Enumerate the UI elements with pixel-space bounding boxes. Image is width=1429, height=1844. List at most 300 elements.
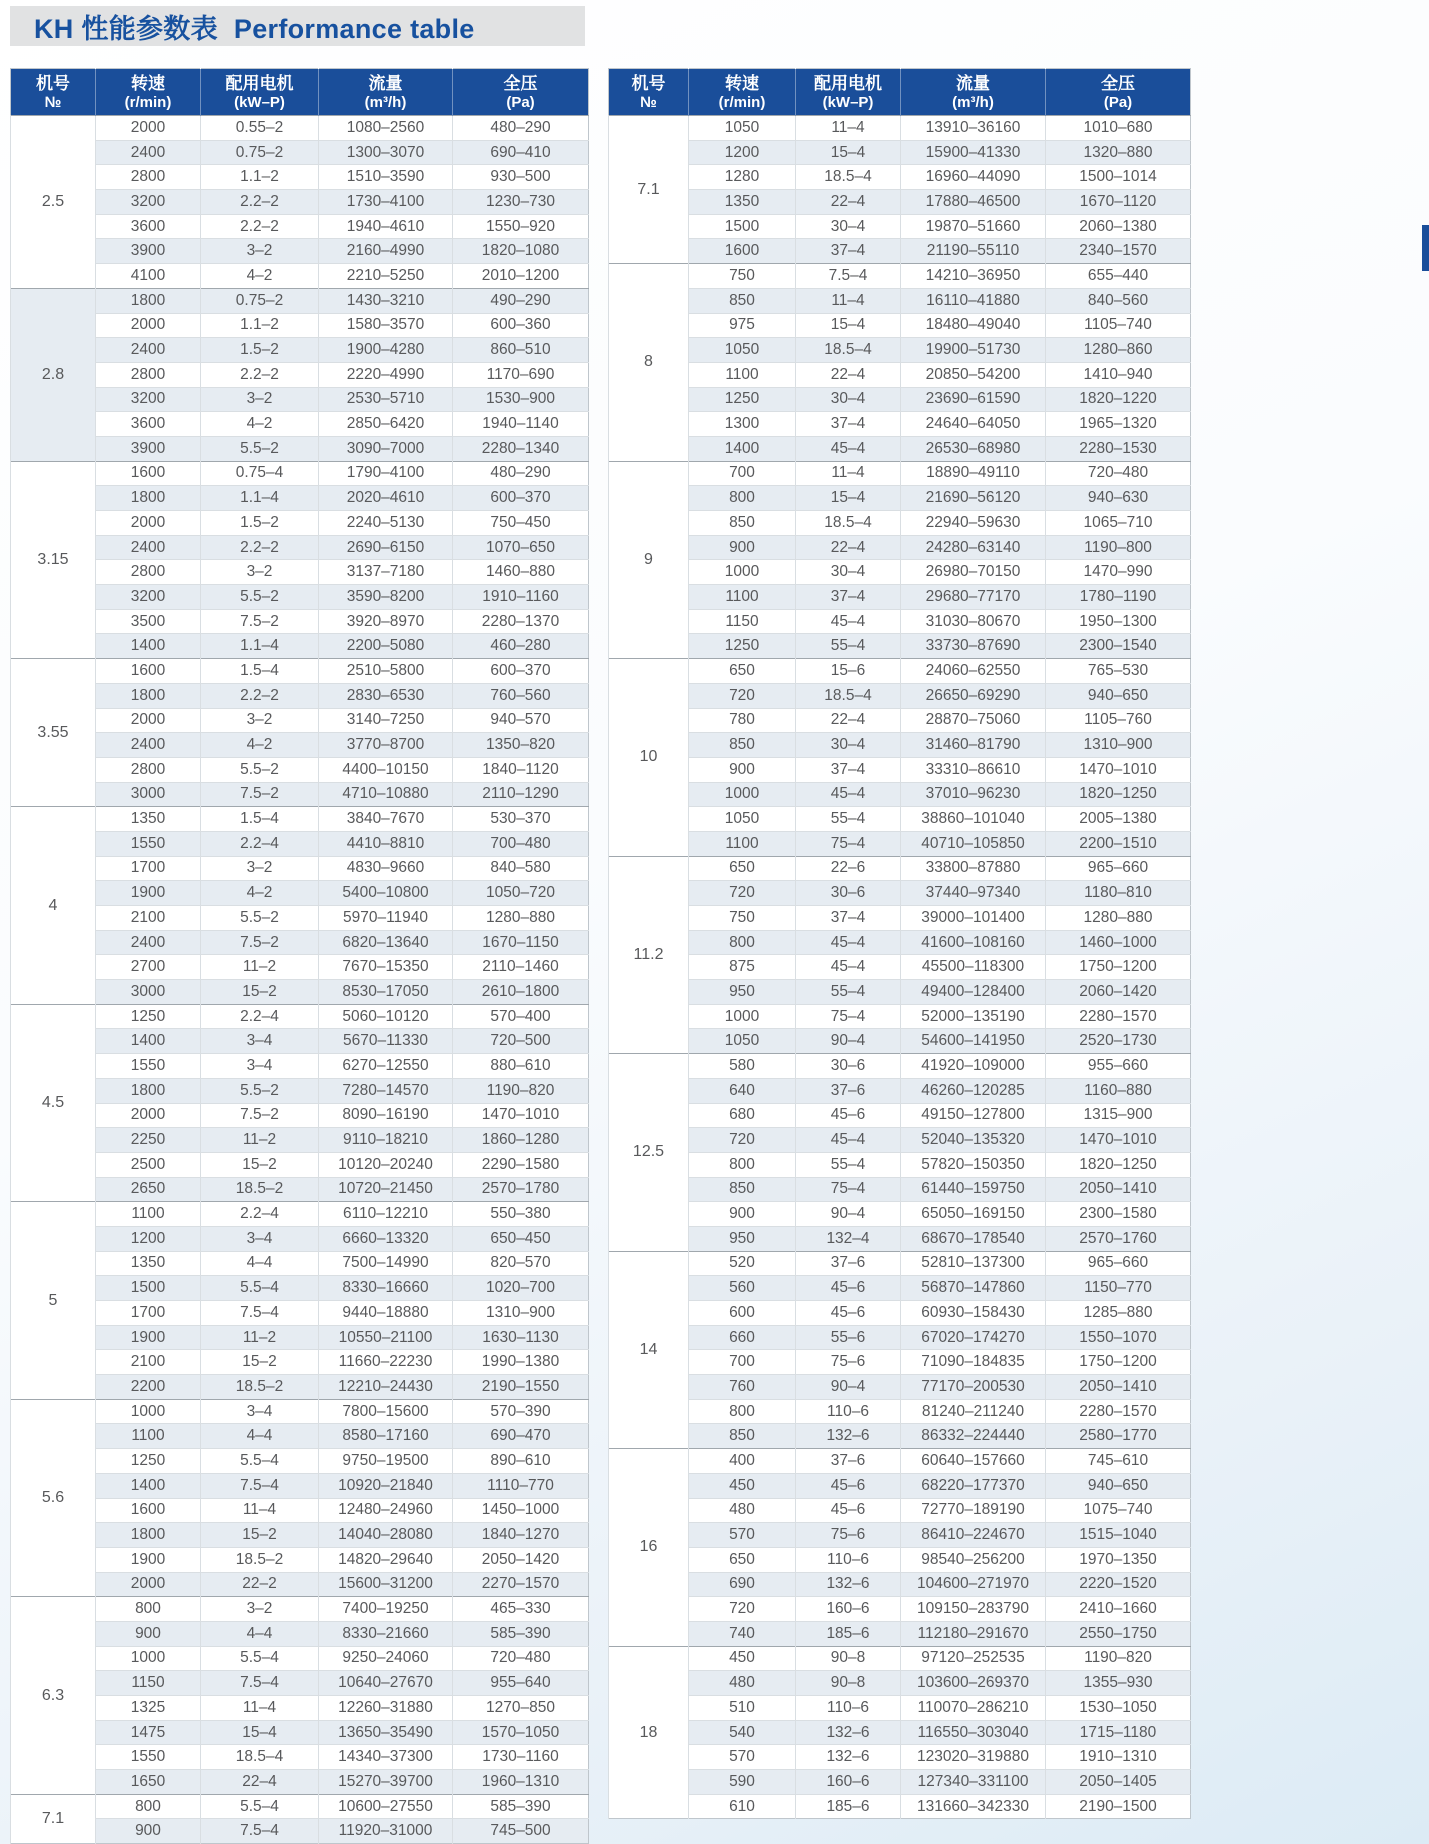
value-cell: 940–570 [453,708,589,733]
value-cell: 18.5–4 [796,511,901,536]
value-cell: 1300 [689,412,796,437]
value-cell: 132–6 [796,1572,901,1597]
value-cell: 22–4 [796,190,901,215]
value-cell: 71090–184835 [901,1350,1046,1375]
value-cell: 97120–252535 [901,1646,1046,1671]
value-cell: 37–6 [796,1449,901,1474]
value-cell: 90–8 [796,1671,901,1696]
value-cell: 52000–135190 [901,1004,1046,1029]
table-row [11,1523,589,1548]
value-cell: 950 [689,1226,796,1251]
value-cell: 18.5–4 [796,165,901,190]
value-cell: 1940–1140 [453,412,589,437]
value-cell: 3–2 [201,856,319,881]
value-cell: 112180–291670 [901,1621,1046,1646]
value-cell: 2.2–2 [201,535,319,560]
value-cell: 720–480 [453,1646,589,1671]
value-cell: 1.5–2 [201,338,319,363]
value-cell: 550–380 [453,1202,589,1227]
value-cell: 3–4 [201,1226,319,1251]
value-cell: 10920–21840 [319,1473,453,1498]
value-cell: 1820–1250 [1046,1152,1191,1177]
value-cell: 109150–283790 [901,1597,1046,1622]
value-cell: 585–390 [453,1621,589,1646]
value-cell: 1475 [96,1720,201,1745]
value-cell: 1550 [96,831,201,856]
model-number-cell: 18 [609,1646,689,1819]
value-cell: 1900 [96,1325,201,1350]
value-cell: 2830–6530 [319,683,453,708]
value-cell: 90–4 [796,1202,901,1227]
value-cell: 5970–11940 [319,906,453,931]
table-row [11,1572,589,1597]
value-cell: 650–450 [453,1226,589,1251]
table-row [609,412,1191,437]
table-row [11,511,589,536]
table-row [11,585,589,610]
value-cell: 116550–303040 [901,1720,1046,1745]
value-cell: 2400 [96,338,201,363]
value-cell: 15–4 [796,486,901,511]
table-row [11,1029,589,1054]
table-row [11,856,589,881]
value-cell: 940–650 [1046,1473,1191,1498]
value-cell: 580 [689,1054,796,1079]
model-number-cell: 16 [609,1449,689,1647]
value-cell: 600–370 [453,486,589,511]
value-cell: 570–400 [453,1004,589,1029]
value-cell: 1600 [96,659,201,684]
value-cell: 1190–820 [453,1078,589,1103]
value-cell: 18.5–4 [201,1745,319,1770]
value-cell: 4400–10150 [319,757,453,782]
table-row [609,1078,1191,1103]
value-cell: 90–8 [796,1646,901,1671]
value-cell: 1.5–2 [201,511,319,536]
value-cell: 5.5–2 [201,757,319,782]
value-cell: 480 [689,1498,796,1523]
value-cell: 1860–1280 [453,1128,589,1153]
value-cell: 1510–3590 [319,165,453,190]
value-cell: 37440–97340 [901,881,1046,906]
value-cell: 8330–21660 [319,1621,453,1646]
value-cell: 3840–7670 [319,807,453,832]
table-row [609,683,1191,708]
value-cell: 2000 [96,1572,201,1597]
table-row [609,461,1191,486]
value-cell: 840–580 [453,856,589,881]
value-cell: 30–4 [796,733,901,758]
value-cell: 23690–61590 [901,387,1046,412]
value-cell: 68220–177370 [901,1473,1046,1498]
value-cell: 1990–1380 [453,1350,589,1375]
value-cell: 60930–158430 [901,1301,1046,1326]
value-cell: 1000 [96,1399,201,1424]
table-row [11,1078,589,1103]
value-cell: 940–630 [1046,486,1191,511]
table-row [609,1301,1191,1326]
model-number-cell: 5.6 [11,1399,96,1597]
value-cell: 1160–880 [1046,1078,1191,1103]
value-cell: 9110–18210 [319,1128,453,1153]
value-cell: 33800–87880 [901,856,1046,881]
value-cell: 4–2 [201,412,319,437]
table-row [11,782,589,807]
value-cell: 1100 [96,1202,201,1227]
value-cell: 24640–64050 [901,412,1046,437]
value-cell: 2280–1530 [1046,436,1191,461]
value-cell: 1050 [689,1029,796,1054]
value-cell: 1310–900 [453,1301,589,1326]
value-cell: 1280–860 [1046,338,1191,363]
table-row [11,1152,589,1177]
value-cell: 5060–10120 [319,1004,453,1029]
value-cell: 77170–200530 [901,1375,1046,1400]
value-cell: 1820–1220 [1046,387,1191,412]
value-cell: 15–4 [201,1720,319,1745]
value-cell: 1000 [689,1004,796,1029]
value-cell: 41920–109000 [901,1054,1046,1079]
column-header: 转速 (r/min) [689,69,796,116]
value-cell: 60640–157660 [901,1449,1046,1474]
table-row [11,436,589,461]
value-cell: 18.5–2 [201,1375,319,1400]
value-cell: 7800–15600 [319,1399,453,1424]
value-cell: 1940–4610 [319,214,453,239]
value-cell: 700–480 [453,831,589,856]
value-cell: 14210–36950 [901,264,1046,289]
value-cell: 17880–46500 [901,190,1046,215]
value-cell: 1580–3570 [319,313,453,338]
column-header: 配用电机 (kW–P) [201,69,319,116]
value-cell: 460–280 [453,634,589,659]
column-header: 机号 № [11,69,96,116]
value-cell: 650 [689,1547,796,1572]
table-row [11,881,589,906]
table-row [11,214,589,239]
table-row [609,881,1191,906]
table-row [11,140,589,165]
value-cell: 1820–1250 [1046,782,1191,807]
value-cell: 18.5–2 [201,1177,319,1202]
value-cell: 480 [689,1671,796,1696]
value-cell: 90–4 [796,1375,901,1400]
value-cell: 5400–10800 [319,881,453,906]
value-cell: 1200 [689,140,796,165]
value-cell: 930–500 [453,165,589,190]
value-cell: 14820–29640 [319,1547,453,1572]
table-row [11,362,589,387]
value-cell: 22–4 [201,1770,319,1795]
value-cell: 123020–319880 [901,1745,1046,1770]
table-row [609,1054,1191,1079]
value-cell: 1280 [689,165,796,190]
value-cell: 900 [689,757,796,782]
model-number-cell: 11.2 [609,856,689,1054]
value-cell: 1970–1350 [1046,1547,1191,1572]
value-cell: 1730–4100 [319,190,453,215]
value-cell: 650 [689,659,796,684]
value-cell: 450 [689,1473,796,1498]
value-cell: 55–6 [796,1325,901,1350]
table-row [609,1424,1191,1449]
model-number-cell: 5 [11,1202,96,1400]
table-row [11,807,589,832]
value-cell: 1730–1160 [453,1745,589,1770]
value-cell: 3200 [96,190,201,215]
value-cell: 660 [689,1325,796,1350]
value-cell: 2000 [96,116,201,141]
value-cell: 610 [689,1794,796,1819]
value-cell: 127340–331100 [901,1770,1046,1795]
table-row [11,1226,589,1251]
value-cell: 8330–16660 [319,1276,453,1301]
table-row [11,1770,589,1795]
value-cell: 3–4 [201,1029,319,1054]
table-row [11,708,589,733]
table-row [609,387,1191,412]
value-cell: 30–4 [796,387,901,412]
table-row [609,1547,1191,1572]
value-cell: 2280–1570 [1046,1399,1191,1424]
value-cell: 1650 [96,1770,201,1795]
value-cell: 45–6 [796,1473,901,1498]
table-row [609,1696,1191,1721]
value-cell: 720 [689,1128,796,1153]
value-cell: 745–500 [453,1819,589,1844]
value-cell: 1960–1310 [453,1770,589,1795]
value-cell: 33310–86610 [901,757,1046,782]
value-cell: 3–2 [201,708,319,733]
value-cell: 15270–39700 [319,1770,453,1795]
table-row [609,190,1191,215]
value-cell: 3–4 [201,1399,319,1424]
value-cell: 5.5–2 [201,585,319,610]
table-row [11,1325,589,1350]
value-cell: 104600–271970 [901,1572,1046,1597]
table-row [609,140,1191,165]
value-cell: 3090–7000 [319,436,453,461]
model-number-cell: 2.5 [11,116,96,289]
value-cell: 900 [96,1621,201,1646]
value-cell: 1100 [689,831,796,856]
value-cell: 1715–1180 [1046,1720,1191,1745]
value-cell: 1900 [96,1547,201,1572]
value-cell: 2100 [96,906,201,931]
table-row [11,1646,589,1671]
value-cell: 72770–189190 [901,1498,1046,1523]
value-cell: 720 [689,881,796,906]
table-row [11,1671,589,1696]
value-cell: 13910–36160 [901,116,1046,141]
model-number-cell: 3.15 [11,461,96,659]
value-cell: 12260–31880 [319,1696,453,1721]
value-cell: 2280–1570 [1046,1004,1191,1029]
value-cell: 2200 [96,1375,201,1400]
table-row [11,1794,589,1819]
value-cell: 2570–1760 [1046,1226,1191,1251]
value-cell: 2050–1405 [1046,1770,1191,1795]
value-cell: 2690–6150 [319,535,453,560]
value-cell: 1200 [96,1226,201,1251]
table-row [609,1523,1191,1548]
value-cell: 600 [689,1301,796,1326]
value-cell: 12210–24430 [319,1375,453,1400]
value-cell: 22–4 [796,362,901,387]
value-cell: 9440–18880 [319,1301,453,1326]
value-cell: 1250 [689,387,796,412]
value-cell: 1070–650 [453,535,589,560]
value-cell: 530–370 [453,807,589,832]
value-cell: 800 [689,486,796,511]
table-row [609,757,1191,782]
value-cell: 1550 [96,1745,201,1770]
value-cell: 55–4 [796,807,901,832]
table-row [609,955,1191,980]
value-cell: 1570–1050 [453,1720,589,1745]
value-cell: 1230–730 [453,190,589,215]
value-cell: 1400 [689,436,796,461]
value-cell: 45–6 [796,1301,901,1326]
value-cell: 2290–1580 [453,1152,589,1177]
value-cell: 1350 [96,1251,201,1276]
value-cell: 8580–17160 [319,1424,453,1449]
value-cell: 11920–31000 [319,1819,453,1844]
table-row [609,288,1191,313]
value-cell: 520 [689,1251,796,1276]
value-cell: 900 [96,1819,201,1844]
value-cell: 1100 [689,362,796,387]
page-title-bar [10,6,585,46]
table-row [609,338,1191,363]
table-row [11,412,589,437]
value-cell: 765–530 [1046,659,1191,684]
value-cell: 3140–7250 [319,708,453,733]
value-cell: 800 [96,1794,201,1819]
value-cell: 1840–1120 [453,757,589,782]
value-cell: 2400 [96,930,201,955]
table-row [11,980,589,1005]
value-cell: 9750–19500 [319,1449,453,1474]
table-row [609,856,1191,881]
column-header: 流量 (m³/h) [319,69,453,116]
value-cell: 1355–930 [1046,1671,1191,1696]
model-number-cell: 2.8 [11,288,96,461]
page-title-en: Performance table [233,13,475,44]
value-cell: 2410–1660 [1046,1597,1191,1622]
value-cell: 21190–55110 [901,239,1046,264]
value-cell: 2520–1730 [1046,1029,1191,1054]
value-cell: 2510–5800 [319,659,453,684]
value-cell: 2800 [96,165,201,190]
value-cell: 1400 [96,1473,201,1498]
table-row [11,683,589,708]
value-cell: 3900 [96,239,201,264]
table-row [11,1819,589,1844]
value-cell: 132–4 [796,1226,901,1251]
table-row [609,1152,1191,1177]
model-number-cell: 10 [609,659,689,857]
table-row [11,116,589,141]
value-cell: 22–2 [201,1572,319,1597]
value-cell: 2610–1800 [453,980,589,1005]
table-row [609,782,1191,807]
table-row [11,1597,589,1622]
table-row [11,1696,589,1721]
value-cell: 5670–11330 [319,1029,453,1054]
value-cell: 800 [689,1399,796,1424]
table-row [609,239,1191,264]
table-row [11,1251,589,1276]
value-cell: 7.5–2 [201,609,319,634]
value-cell: 510 [689,1696,796,1721]
value-cell: 5.5–2 [201,436,319,461]
value-cell: 1050 [689,338,796,363]
table-row [609,1646,1191,1671]
value-cell: 15600–31200 [319,1572,453,1597]
value-cell: 1270–850 [453,1696,589,1721]
value-cell: 720 [689,683,796,708]
value-cell: 14040–28080 [319,1523,453,1548]
table-row [609,1745,1191,1770]
value-cell: 1700 [96,856,201,881]
value-cell: 2.2–4 [201,831,319,856]
value-cell: 45–6 [796,1498,901,1523]
value-cell: 2010–1200 [453,264,589,289]
value-cell: 37–6 [796,1078,901,1103]
value-cell: 700 [689,461,796,486]
table-row [11,338,589,363]
value-cell: 2.2–4 [201,1202,319,1227]
value-cell: 900 [689,1202,796,1227]
value-cell: 131660–342330 [901,1794,1046,1819]
value-cell: 690–470 [453,1424,589,1449]
value-cell: 1600 [689,239,796,264]
column-header: 流量 (m³/h) [901,69,1046,116]
value-cell: 1460–1000 [1046,930,1191,955]
table-row [609,1226,1191,1251]
value-cell: 15–4 [796,313,901,338]
value-cell: 570 [689,1745,796,1770]
value-cell: 1100 [96,1424,201,1449]
value-cell: 3500 [96,609,201,634]
value-cell: 29680–77170 [901,585,1046,610]
value-cell: 5.5–2 [201,1078,319,1103]
value-cell: 650 [689,856,796,881]
value-cell: 740 [689,1621,796,1646]
table-row [609,1770,1191,1795]
table-row [11,1054,589,1079]
value-cell: 570 [689,1523,796,1548]
table-row [609,1276,1191,1301]
model-number-cell: 14 [609,1251,689,1449]
model-number-cell: 8 [609,264,689,462]
value-cell: 30–6 [796,1054,901,1079]
value-cell: 0.75–4 [201,461,319,486]
value-cell: 560 [689,1276,796,1301]
value-cell: 8090–16190 [319,1103,453,1128]
value-cell: 30–4 [796,214,901,239]
value-cell: 540 [689,1720,796,1745]
table-row [609,560,1191,585]
value-cell: 18.5–2 [201,1547,319,1572]
value-cell: 875 [689,955,796,980]
value-cell: 800 [96,1597,201,1622]
value-cell: 720–500 [453,1029,589,1054]
value-cell: 68670–178540 [901,1226,1046,1251]
value-cell: 1170–690 [453,362,589,387]
value-cell: 37–4 [796,585,901,610]
